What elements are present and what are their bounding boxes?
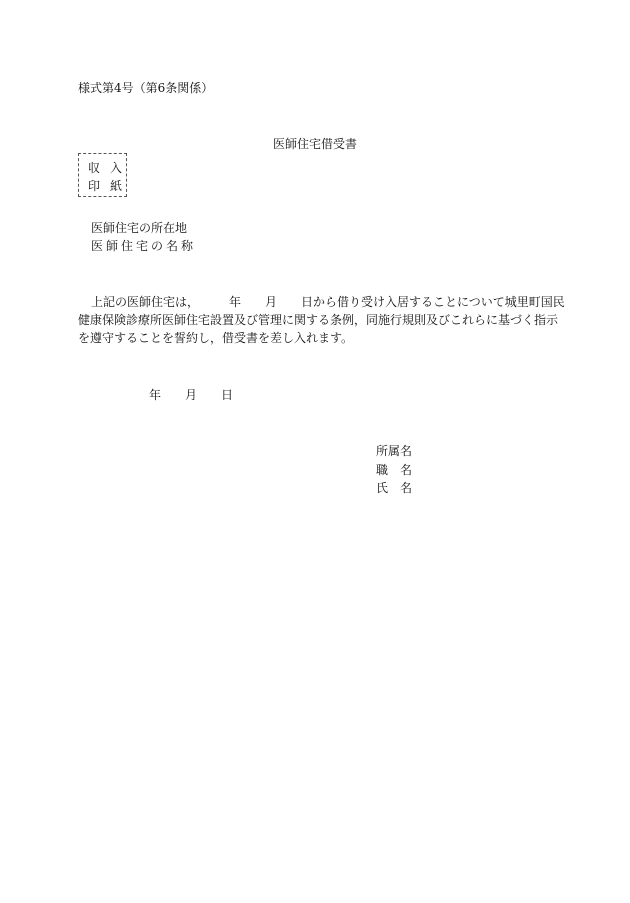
affiliation-label: 所属名 [376,444,413,458]
body-text-line1: 上記の医師住宅は， 年 月 日から借り受け入居することについて城里町国民 [91,295,565,309]
location-label: 医師住宅の所在地 [91,221,188,235]
stamp-label-line2: 印紙 [88,179,133,193]
document-title: 医師住宅借受書 [273,137,358,151]
date-line: 年 月 日 [149,388,234,402]
body-text-line3: を遵守することを誓約し，借受書を差し入れます。 [78,331,354,345]
name-label: 氏 名 [376,481,413,495]
form-number: 様式第4号（第6条関係） [78,81,214,95]
house-name-label: 医師住宅の名称 [91,239,197,253]
body-text-line2: 健康保険診療所医師住宅設置及び管理に関する条例，同施行規則及びこれらに基づく指示 [78,313,559,327]
position-label: 職 名 [376,463,413,477]
stamp-label-line1: 収入 [88,161,133,175]
